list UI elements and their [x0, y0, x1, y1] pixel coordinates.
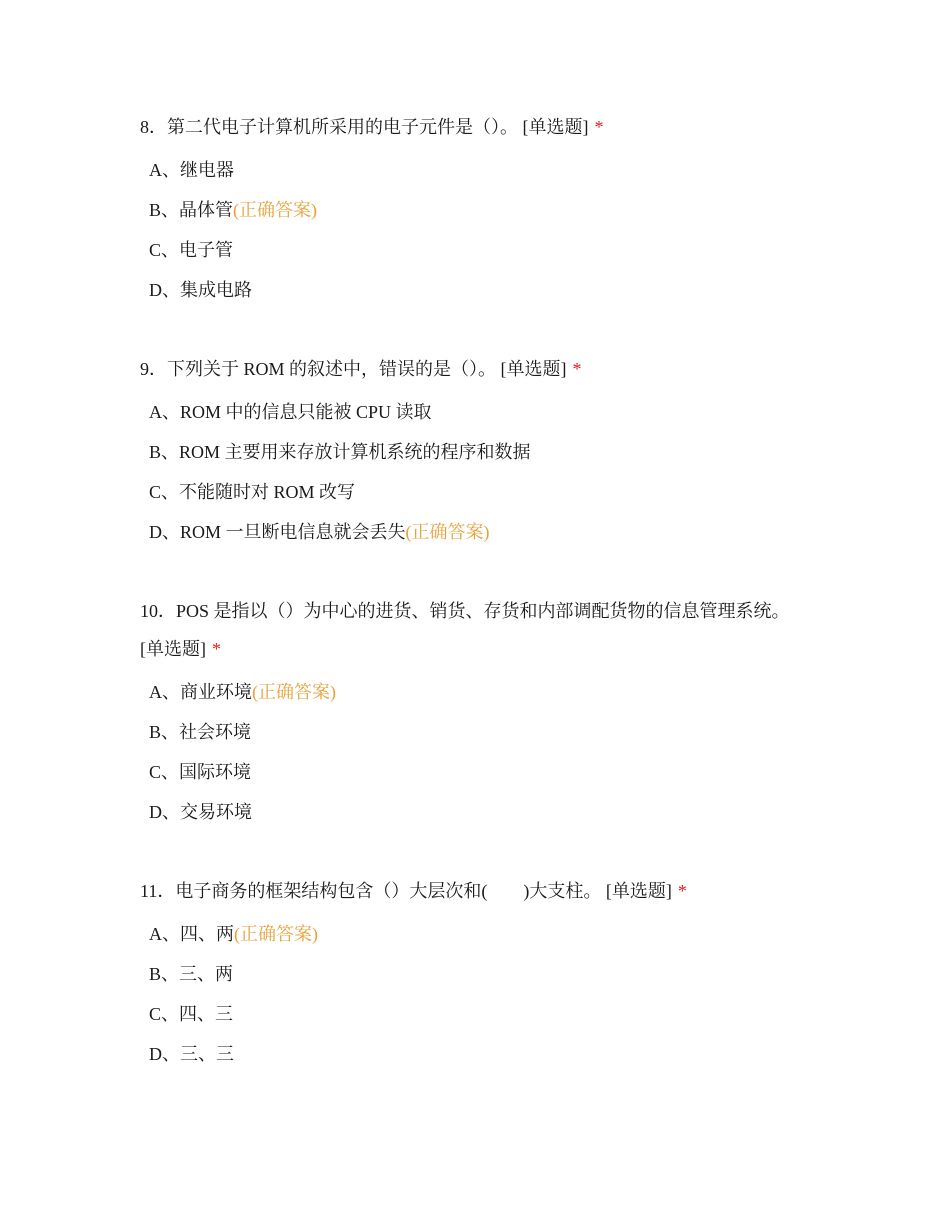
option-c: C、不能随时对 ROM 改写 [149, 482, 356, 502]
option-text: 不能随时对 ROM 改写 [179, 482, 356, 502]
option-b: B、三、两 [149, 964, 234, 984]
option-letter: C [149, 762, 162, 782]
option-text: 三、两 [179, 964, 234, 984]
option-text: ROM 一旦断电信息就会丢失 [180, 522, 406, 542]
option-text: 三、三 [180, 1044, 234, 1064]
question-title: 8．第二代电子计算机所采用的电子元件是（）。 [单选题] * [140, 117, 604, 137]
correct-answer-mark: (正确答案) [405, 522, 490, 542]
option-letter: A [149, 160, 162, 180]
option-b: B、晶体管(正确答案) [149, 200, 318, 220]
option-b: B、ROM 主要用来存放计算机系统的程序和数据 [149, 442, 531, 462]
question-number: 10 [140, 601, 158, 621]
option-d: D、ROM 一旦断电信息就会丢失(正确答案) [149, 522, 490, 542]
question-type-label: [单选题] [140, 639, 206, 659]
question-10 [140, 592, 790, 832]
question-type-label: [单选题] [605, 881, 672, 901]
question-number: 11 [140, 881, 158, 901]
option-a: A、继电器 [149, 160, 234, 180]
correct-answer-mark: (正确答案) [234, 924, 318, 944]
option-c: C、电子管 [149, 240, 234, 260]
option-letter: A [149, 682, 162, 702]
option-letter: D [149, 522, 162, 542]
question-text: 下列关于 ROM 的叙述中，错误的是（）。 [167, 359, 497, 379]
option-text: 继电器 [180, 160, 234, 180]
option-text: 交易环境 [180, 802, 252, 822]
option-letter: B [149, 200, 162, 220]
option-letter: B [149, 722, 162, 742]
required-asterisk: * [594, 117, 604, 137]
question-8 [140, 108, 790, 310]
option-b: B、社会环境 [149, 722, 252, 742]
option-text: ROM 中的信息只能被 CPU 读取 [180, 402, 432, 422]
option-text: ROM 主要用来存放计算机系统的程序和数据 [179, 442, 531, 462]
option-text: 电子管 [179, 240, 234, 260]
question-type-label: [单选题] [500, 359, 567, 379]
option-letter: D [149, 802, 162, 822]
option-text: 国际环境 [179, 762, 252, 782]
option-text: 社会环境 [179, 722, 252, 742]
required-asterisk: * [212, 639, 221, 659]
option-d: D、集成电路 [149, 280, 252, 300]
option-letter: B [149, 442, 162, 462]
correct-answer-mark: (正确答案) [252, 682, 336, 702]
option-d: D、三、三 [149, 1044, 234, 1064]
option-text: 四、三 [179, 1004, 234, 1024]
option-c: C、国际环境 [149, 762, 252, 782]
required-asterisk: * [572, 359, 582, 379]
question-type-label: [单选题] [522, 117, 589, 137]
option-letter: A [149, 924, 162, 944]
option-a: A、四、两(正确答案) [149, 924, 318, 944]
option-letter: C [149, 482, 162, 502]
question-number: 8 [140, 117, 149, 137]
question-number: 9 [140, 359, 149, 379]
question-title: 11．电子商务的框架结构包含（）大层次和( )大支柱。 [单选题] * [140, 881, 687, 901]
question-list [140, 108, 790, 1114]
option-letter: D [149, 1044, 162, 1064]
option-text: 商业环境 [180, 682, 252, 702]
question-text: POS 是指以（）为中心的进货、销货、存货和内部调配货物的信息管理系统。 [176, 601, 790, 621]
option-text: 晶体管 [179, 200, 234, 220]
option-a: A、商业环境(正确答案) [149, 682, 336, 702]
option-letter: B [149, 964, 162, 984]
option-c: C、四、三 [149, 1004, 234, 1024]
option-letter: C [149, 240, 162, 260]
option-letter: C [149, 1004, 162, 1024]
required-asterisk: * [677, 881, 687, 901]
question-11 [140, 872, 790, 1074]
question-text: 第二代电子计算机所采用的电子元件是（）。 [167, 117, 518, 137]
question-9 [140, 350, 790, 552]
question-text: 电子商务的框架结构包含（）大层次和( )大支柱。 [175, 881, 602, 901]
option-text: 集成电路 [180, 280, 252, 300]
option-letter: D [149, 280, 162, 300]
correct-answer-mark: (正确答案) [233, 200, 318, 220]
option-d: D、交易环境 [149, 802, 252, 822]
option-a: A、ROM 中的信息只能被 CPU 读取 [149, 402, 432, 422]
question-title: 9．下列关于 ROM 的叙述中，错误的是（）。 [单选题] * [140, 359, 582, 379]
option-letter: A [149, 402, 162, 422]
question-title: 10．POS 是指以（）为中心的进货、销货、存货和内部调配货物的信息管理系统。 [单选题] * [140, 601, 790, 659]
option-text: 四、两 [180, 924, 234, 944]
